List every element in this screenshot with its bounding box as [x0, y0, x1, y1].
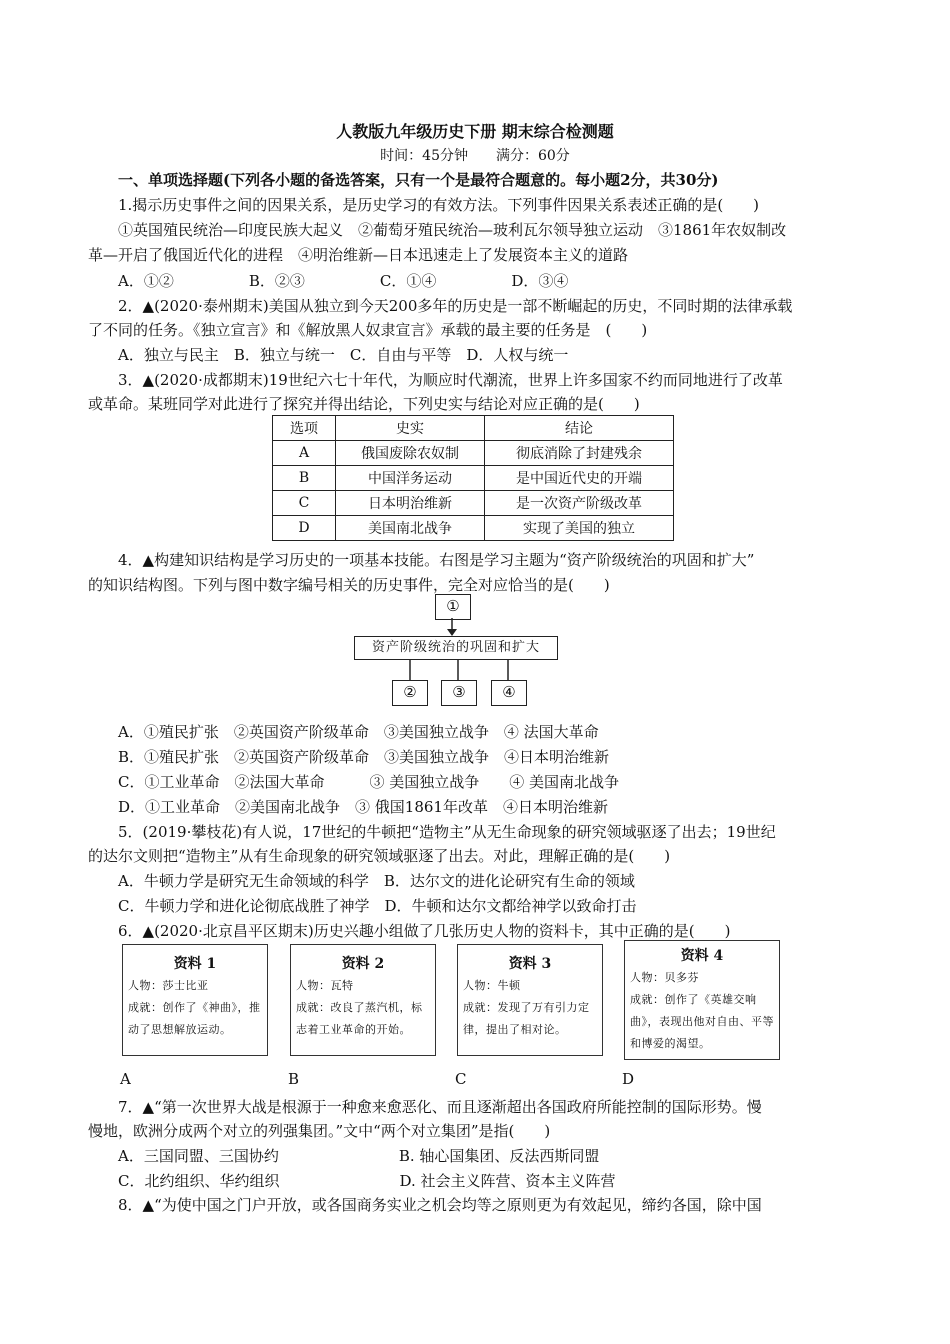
question-6-stem: 6．▲(2020·北京昌平区期末)历史兴趣小组做了几张历史人物的资料卡，其中正确的是( ) [118, 922, 731, 940]
table-cell: 是一次资产阶级改革 [485, 491, 674, 516]
question-1-line: 革—开启了俄国近代化的进程 ④明治维新—日本迅速走上了发展资本主义的道路 [88, 246, 629, 264]
section-heading: 一、单项选择题(下列各小题的备选答案，只有一个是最符合题意的。每小题2分，共30分) [118, 171, 719, 189]
info-card-1 [122, 944, 268, 1056]
question-1-stem: 1.揭示历史事件之间的因果关系，是历史学习的有效方法。下列事件因果关系表述正确的是( ) [118, 196, 760, 214]
info-card-4 [624, 940, 780, 1060]
table-row [273, 466, 674, 491]
table-cell: 实现了美国的独立 [485, 516, 674, 541]
question-7-stem: 7．▲“第一次世界大战是根源于一种愈来愈恶化、而且逐渐超出各国政府所能控制的国际形势。慢 [118, 1098, 762, 1116]
card-achievement: 成就：发现了万有引力定律，提出了相对论。 [463, 1001, 590, 1036]
table-header-row [273, 416, 674, 441]
question-2-stem: 2．▲(2020·泰州期末)美国从独立到今天200多年的历史是一部不断崛起的历史，不同时期的法律承载 [118, 297, 793, 315]
table-cell: 俄国废除农奴制 [336, 441, 485, 466]
question-4-line: 的知识结构图。下列与图中数字编号相关的历史事件，完全对应恰当的是( ) [88, 576, 610, 594]
card-person: 人物：莎士比亚 [128, 979, 209, 992]
question-1-options: A．①② B．②③ C．①④ D．③④ [118, 272, 569, 290]
exam-meta: 时间：45分钟 满分：60分 [380, 148, 570, 164]
card-label-d: D [622, 1070, 635, 1088]
card-person: 人物：贝多芬 [630, 971, 699, 984]
diagram-node-3: ③ [441, 680, 477, 706]
table-cell: D [273, 516, 336, 541]
question-5-options-ab: A．牛顿力学是研究无生命领域的科学 B．达尔文的进化论研究有生命的领域 [118, 872, 635, 890]
diagram-node-top: ① [435, 594, 471, 620]
card-label-b: B [288, 1070, 300, 1088]
question-3-line: 或革命。某班同学对此进行了探究并得出结论，下列史实与结论对应正确的是( ) [88, 395, 640, 413]
question-5-options-cd: C．牛顿力学和进化论彻底战胜了神学 D．牛顿和达尔文都给神学以致命打击 [118, 897, 637, 915]
question-5-stem: 5．(2019·攀枝花)有人说，17世纪的牛顿把“造物主”从无生命现象的研究领域驱逐了出去；19世纪 [118, 823, 776, 841]
question-2-line: 了不同的任务。《独立宣言》和《解放黑人奴隶宣言》承载的最主要的任务是 ( ) [88, 321, 648, 339]
question-4-option-d: D．①工业革命 ②美国南北战争 ③ 俄国1861年改革 ④日本明治维新 [118, 798, 608, 816]
info-card-3 [457, 944, 603, 1056]
table-cell: B [273, 466, 336, 491]
table-cell: 日本明治维新 [336, 491, 485, 516]
question-1-line: ①英国殖民统治—印度民族大起义 ②葡萄牙殖民统治—玻利瓦尔领导独立运动 ③1861年农奴制改 [118, 221, 787, 239]
history-table [272, 415, 674, 541]
card-achievement: 成就：创作了《英雄交响曲》，表现出他对自由、平等和博爱的渴望。 [630, 993, 774, 1050]
table-cell: A [273, 441, 336, 466]
diagram-node-4: ④ [491, 680, 527, 706]
card-title: 资料 2 [341, 956, 385, 972]
card-label-c: C [455, 1070, 467, 1088]
diagram-node-2: ② [392, 680, 428, 706]
info-card-2 [290, 944, 436, 1056]
table-cell: 是中国近代史的开端 [485, 466, 674, 491]
card-title: 资料 1 [173, 956, 217, 972]
card-person: 人物：牛顿 [463, 979, 521, 992]
table-row [273, 516, 674, 541]
question-3-stem: 3．▲(2020·成都期末)19世纪六七十年代，为顺应时代潮流，世界上许多国家不约而同地进行了改革 [118, 371, 783, 389]
question-5-line: 的达尔文则把“造物主”从有生命现象的研究领域驱逐了出去。对此，理解正确的是( ) [88, 847, 671, 865]
table-cell: C [273, 491, 336, 516]
table-cell: 中国洋务运动 [336, 466, 485, 491]
card-title: 资料 4 [680, 948, 724, 964]
question-4-stem: 4．▲构建知识结构是学习历史的一项基本技能。右图是学习主题为“资产阶级统治的巩固和扩大” [118, 551, 755, 569]
table-header: 史实 [336, 416, 485, 441]
table-cell: 美国南北战争 [336, 516, 485, 541]
card-achievement: 成就：创作了《神曲》，推动了思想解放运动。 [128, 1001, 261, 1036]
card-label-a: A [120, 1070, 131, 1088]
diagram-node-center: 资产阶级统治的巩固和扩大 [354, 636, 558, 660]
card-title: 资料 3 [508, 956, 552, 972]
card-achievement: 成就：改良了蒸汽机，标志着工业革命的开始。 [296, 1001, 423, 1036]
question-4-option-a: A．①殖民扩张 ②英国资产阶级革命 ③美国独立战争 ④ 法国大革命 [118, 723, 599, 741]
table-cell: 彻底消除了封建残余 [485, 441, 674, 466]
question-8-stem: 8．▲“为使中国之门户开放，或各国商务实业之机会均等之原则更为有效起见，缔约各国，除中国 [118, 1196, 762, 1214]
table-header: 结论 [485, 416, 674, 441]
table-row [273, 491, 674, 516]
question-4-option-c: C．①工业革命 ②法国大革命 ③ 美国独立战争 ④ 美国南北战争 [118, 773, 620, 791]
card-person: 人物：瓦特 [296, 979, 354, 992]
question-7-options-cd: C．北约组织、华约组织 D. 社会主义阵营、资本主义阵营 [118, 1172, 616, 1190]
question-7-line: 慢地，欧洲分成两个对立的列强集团。”文中“两个对立集团”是指( ) [88, 1122, 551, 1140]
table-header: 选项 [273, 416, 336, 441]
page-title: 人教版九年级历史下册 期末综合检测题 [336, 122, 614, 141]
diagram-connectors [400, 659, 520, 681]
arrow-down-icon [445, 618, 459, 636]
question-4-option-b: B．①殖民扩张 ②英国资产阶级革命 ③美国独立战争 ④日本明治维新 [118, 748, 610, 766]
question-2-options: A．独立与民主 B．独立与统一 C．自由与平等 D．人权与统一 [118, 346, 569, 364]
table-row [273, 441, 674, 466]
question-7-options-ab: A．三国同盟、三国协约 B. 轴心国集团、反法西斯同盟 [118, 1147, 600, 1165]
